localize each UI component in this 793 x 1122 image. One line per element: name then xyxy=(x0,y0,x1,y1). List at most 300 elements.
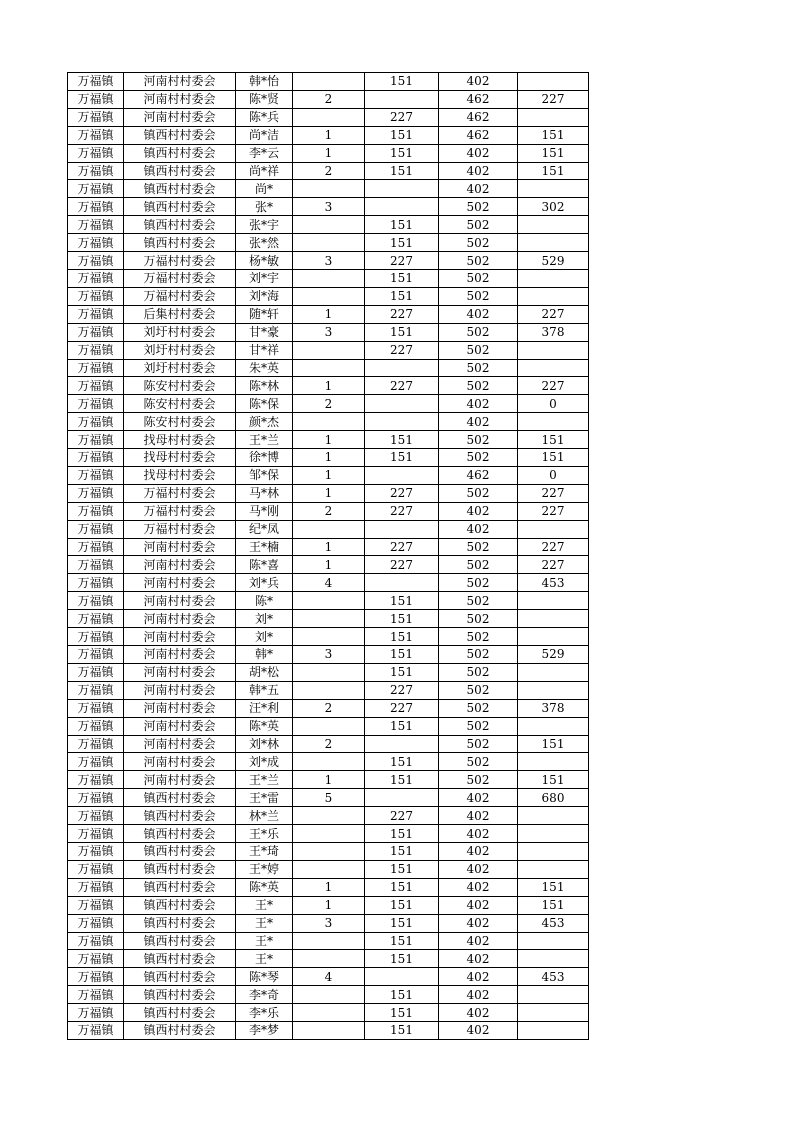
count-cell: 3 xyxy=(293,198,365,216)
amount-b-cell: 402 xyxy=(439,144,518,162)
village-cell: 万福村村委会 xyxy=(124,269,236,287)
village-cell: 刘圩村村委会 xyxy=(124,359,236,377)
village-cell: 万福村村委会 xyxy=(124,484,236,502)
count-cell xyxy=(293,413,365,431)
name-cell: 尚*洁 xyxy=(236,126,293,144)
village-cell: 镇西村村委会 xyxy=(124,878,236,896)
town-cell: 万福镇 xyxy=(68,735,124,753)
village-cell: 河南村村委会 xyxy=(124,538,236,556)
amount-c-cell: 151 xyxy=(518,735,589,753)
amount-b-cell: 402 xyxy=(439,395,518,413)
amount-a-cell: 151 xyxy=(365,825,439,843)
amount-b-cell: 502 xyxy=(439,216,518,234)
count-cell xyxy=(293,234,365,252)
amount-c-cell xyxy=(518,216,589,234)
amount-a-cell: 151 xyxy=(365,126,439,144)
table-row xyxy=(68,950,589,968)
amount-b-cell: 402 xyxy=(439,413,518,431)
town-cell: 万福镇 xyxy=(68,950,124,968)
town-cell: 万福镇 xyxy=(68,628,124,646)
amount-c-cell xyxy=(518,860,589,878)
count-cell: 5 xyxy=(293,789,365,807)
village-cell: 万福村村委会 xyxy=(124,502,236,520)
table-row xyxy=(68,610,589,628)
name-cell: 甘*豪 xyxy=(236,323,293,341)
amount-b-cell: 502 xyxy=(439,538,518,556)
count-cell xyxy=(293,753,365,771)
town-cell: 万福镇 xyxy=(68,1022,124,1040)
name-cell: 王*琦 xyxy=(236,842,293,860)
village-cell: 镇西村村委会 xyxy=(124,807,236,825)
count-cell: 1 xyxy=(293,305,365,323)
amount-a-cell: 151 xyxy=(365,162,439,180)
village-cell: 镇西村村委会 xyxy=(124,180,236,198)
village-cell: 万福村村委会 xyxy=(124,520,236,538)
name-cell: 汪*利 xyxy=(236,699,293,717)
town-cell: 万福镇 xyxy=(68,842,124,860)
amount-b-cell: 502 xyxy=(439,771,518,789)
count-cell xyxy=(293,932,365,950)
town-cell: 万福镇 xyxy=(68,753,124,771)
amount-c-cell: 151 xyxy=(518,878,589,896)
town-cell: 万福镇 xyxy=(68,1004,124,1022)
amount-b-cell: 502 xyxy=(439,484,518,502)
count-cell: 1 xyxy=(293,771,365,789)
village-cell: 河南村村委会 xyxy=(124,735,236,753)
amount-c-cell: 227 xyxy=(518,377,589,395)
table-row xyxy=(68,413,589,431)
count-cell xyxy=(293,681,365,699)
count-cell: 1 xyxy=(293,144,365,162)
town-cell: 万福镇 xyxy=(68,180,124,198)
village-cell: 镇西村村委会 xyxy=(124,126,236,144)
village-cell: 镇西村村委会 xyxy=(124,216,236,234)
town-cell: 万福镇 xyxy=(68,359,124,377)
amount-c-cell xyxy=(518,520,589,538)
table-row xyxy=(68,341,589,359)
amount-b-cell: 502 xyxy=(439,269,518,287)
village-cell: 河南村村委会 xyxy=(124,646,236,664)
town-cell: 万福镇 xyxy=(68,914,124,932)
name-cell: 王*楠 xyxy=(236,538,293,556)
table-row xyxy=(68,449,589,467)
count-cell: 1 xyxy=(293,466,365,484)
town-cell: 万福镇 xyxy=(68,466,124,484)
amount-c-cell xyxy=(518,807,589,825)
amount-b-cell: 402 xyxy=(439,825,518,843)
amount-c-cell: 302 xyxy=(518,198,589,216)
town-cell: 万福镇 xyxy=(68,377,124,395)
table-row xyxy=(68,699,589,717)
amount-b-cell: 402 xyxy=(439,162,518,180)
table-row xyxy=(68,574,589,592)
count-cell xyxy=(293,592,365,610)
amount-b-cell: 502 xyxy=(439,287,518,305)
amount-a-cell: 227 xyxy=(365,807,439,825)
amount-a-cell: 227 xyxy=(365,699,439,717)
amount-a-cell xyxy=(365,413,439,431)
count-cell xyxy=(293,717,365,735)
name-cell: 王*婷 xyxy=(236,860,293,878)
town-cell: 万福镇 xyxy=(68,269,124,287)
table-row xyxy=(68,914,589,932)
amount-b-cell: 502 xyxy=(439,252,518,270)
table-row xyxy=(68,377,589,395)
count-cell: 1 xyxy=(293,126,365,144)
table-row xyxy=(68,556,589,574)
amount-a-cell xyxy=(365,180,439,198)
amount-c-cell xyxy=(518,73,589,91)
count-cell: 3 xyxy=(293,323,365,341)
count-cell: 1 xyxy=(293,431,365,449)
amount-c-cell xyxy=(518,1022,589,1040)
count-cell xyxy=(293,860,365,878)
name-cell: 李*乐 xyxy=(236,1004,293,1022)
amount-a-cell: 151 xyxy=(365,914,439,932)
village-cell: 河南村村委会 xyxy=(124,108,236,126)
table-row xyxy=(68,216,589,234)
village-cell: 镇西村村委会 xyxy=(124,1022,236,1040)
table-row xyxy=(68,628,589,646)
table-row xyxy=(68,825,589,843)
town-cell: 万福镇 xyxy=(68,431,124,449)
amount-b-cell: 402 xyxy=(439,520,518,538)
village-cell: 镇西村村委会 xyxy=(124,1004,236,1022)
name-cell: 张*然 xyxy=(236,234,293,252)
name-cell: 朱*英 xyxy=(236,359,293,377)
table-row xyxy=(68,198,589,216)
amount-c-cell: 227 xyxy=(518,90,589,108)
amount-c-cell xyxy=(518,180,589,198)
village-cell: 镇西村村委会 xyxy=(124,198,236,216)
village-cell: 镇西村村委会 xyxy=(124,234,236,252)
amount-b-cell: 502 xyxy=(439,198,518,216)
town-cell: 万福镇 xyxy=(68,538,124,556)
count-cell xyxy=(293,520,365,538)
town-cell: 万福镇 xyxy=(68,484,124,502)
name-cell: 徐*博 xyxy=(236,449,293,467)
amount-b-cell: 462 xyxy=(439,466,518,484)
amount-c-cell: 227 xyxy=(518,484,589,502)
count-cell: 1 xyxy=(293,484,365,502)
amount-a-cell xyxy=(365,968,439,986)
amount-a-cell: 151 xyxy=(365,878,439,896)
name-cell: 王*雷 xyxy=(236,789,293,807)
amount-a-cell xyxy=(365,359,439,377)
name-cell: 刘*兵 xyxy=(236,574,293,592)
village-cell: 陈安村村委会 xyxy=(124,395,236,413)
amount-a-cell: 227 xyxy=(365,502,439,520)
amount-c-cell: 453 xyxy=(518,914,589,932)
amount-b-cell: 402 xyxy=(439,807,518,825)
amount-c-cell xyxy=(518,610,589,628)
town-cell: 万福镇 xyxy=(68,574,124,592)
count-cell: 2 xyxy=(293,90,365,108)
name-cell: 陈* xyxy=(236,592,293,610)
amount-c-cell xyxy=(518,753,589,771)
count-cell xyxy=(293,628,365,646)
amount-b-cell: 502 xyxy=(439,359,518,377)
amount-c-cell: 378 xyxy=(518,323,589,341)
table-row xyxy=(68,466,589,484)
table-row xyxy=(68,681,589,699)
count-cell xyxy=(293,1004,365,1022)
name-cell: 王* xyxy=(236,950,293,968)
village-cell: 镇西村村委会 xyxy=(124,144,236,162)
village-cell: 万福村村委会 xyxy=(124,287,236,305)
name-cell: 王* xyxy=(236,896,293,914)
count-cell xyxy=(293,73,365,91)
count-cell: 2 xyxy=(293,502,365,520)
amount-b-cell: 502 xyxy=(439,449,518,467)
table-row xyxy=(68,359,589,377)
table-row xyxy=(68,395,589,413)
amount-a-cell: 151 xyxy=(365,896,439,914)
amount-a-cell: 227 xyxy=(365,681,439,699)
table-row xyxy=(68,860,589,878)
amount-b-cell: 502 xyxy=(439,717,518,735)
table-row xyxy=(68,73,589,91)
amount-a-cell xyxy=(365,395,439,413)
table-row xyxy=(68,753,589,771)
table-row xyxy=(68,287,589,305)
amount-c-cell xyxy=(518,628,589,646)
amount-a-cell: 151 xyxy=(365,771,439,789)
village-cell: 镇西村村委会 xyxy=(124,932,236,950)
town-cell: 万福镇 xyxy=(68,395,124,413)
village-cell: 河南村村委会 xyxy=(124,592,236,610)
amount-c-cell xyxy=(518,932,589,950)
table-row xyxy=(68,108,589,126)
amount-c-cell: 151 xyxy=(518,449,589,467)
count-cell: 1 xyxy=(293,538,365,556)
amount-b-cell: 402 xyxy=(439,73,518,91)
name-cell: 刘*成 xyxy=(236,753,293,771)
count-cell: 1 xyxy=(293,878,365,896)
amount-a-cell: 227 xyxy=(365,305,439,323)
count-cell: 1 xyxy=(293,896,365,914)
amount-a-cell: 151 xyxy=(365,860,439,878)
name-cell: 陈*兵 xyxy=(236,108,293,126)
table-row xyxy=(68,932,589,950)
village-cell: 镇西村村委会 xyxy=(124,825,236,843)
count-cell xyxy=(293,180,365,198)
table-row xyxy=(68,90,589,108)
amount-a-cell: 151 xyxy=(365,753,439,771)
town-cell: 万福镇 xyxy=(68,825,124,843)
amount-b-cell: 462 xyxy=(439,108,518,126)
name-cell: 张* xyxy=(236,198,293,216)
amount-c-cell: 529 xyxy=(518,646,589,664)
amount-c-cell xyxy=(518,717,589,735)
table-row xyxy=(68,592,589,610)
amount-c-cell: 151 xyxy=(518,431,589,449)
amount-a-cell: 151 xyxy=(365,1022,439,1040)
amount-c-cell xyxy=(518,341,589,359)
name-cell: 随*轩 xyxy=(236,305,293,323)
name-cell: 甘*祥 xyxy=(236,341,293,359)
village-cell: 镇西村村委会 xyxy=(124,162,236,180)
amount-b-cell: 502 xyxy=(439,628,518,646)
village-cell: 镇西村村委会 xyxy=(124,896,236,914)
table-row xyxy=(68,234,589,252)
amount-c-cell: 151 xyxy=(518,896,589,914)
table-row xyxy=(68,431,589,449)
amount-a-cell: 151 xyxy=(365,431,439,449)
table-row xyxy=(68,717,589,735)
village-cell: 万福村村委会 xyxy=(124,252,236,270)
table-row xyxy=(68,807,589,825)
town-cell: 万福镇 xyxy=(68,807,124,825)
village-cell: 河南村村委会 xyxy=(124,717,236,735)
town-cell: 万福镇 xyxy=(68,287,124,305)
name-cell: 陈*保 xyxy=(236,395,293,413)
town-cell: 万福镇 xyxy=(68,90,124,108)
count-cell xyxy=(293,359,365,377)
amount-a-cell: 151 xyxy=(365,216,439,234)
town-cell: 万福镇 xyxy=(68,932,124,950)
amount-c-cell xyxy=(518,108,589,126)
amount-c-cell xyxy=(518,663,589,681)
town-cell: 万福镇 xyxy=(68,216,124,234)
village-cell: 镇西村村委会 xyxy=(124,986,236,1004)
amount-c-cell xyxy=(518,269,589,287)
name-cell: 陈*贤 xyxy=(236,90,293,108)
table-row xyxy=(68,252,589,270)
name-cell: 陈*英 xyxy=(236,717,293,735)
count-cell xyxy=(293,807,365,825)
table-row xyxy=(68,878,589,896)
village-cell: 找母村村委会 xyxy=(124,431,236,449)
amount-a-cell: 151 xyxy=(365,628,439,646)
table-row xyxy=(68,735,589,753)
amount-a-cell: 151 xyxy=(365,646,439,664)
amount-a-cell xyxy=(365,466,439,484)
amount-a-cell xyxy=(365,574,439,592)
village-cell: 刘圩村村委会 xyxy=(124,341,236,359)
name-cell: 陈*琴 xyxy=(236,968,293,986)
amount-a-cell: 151 xyxy=(365,950,439,968)
amount-a-cell: 151 xyxy=(365,932,439,950)
name-cell: 王* xyxy=(236,914,293,932)
village-cell: 镇西村村委会 xyxy=(124,914,236,932)
amount-a-cell: 151 xyxy=(365,986,439,1004)
town-cell: 万福镇 xyxy=(68,234,124,252)
table-row xyxy=(68,484,589,502)
town-cell: 万福镇 xyxy=(68,717,124,735)
town-cell: 万福镇 xyxy=(68,108,124,126)
amount-b-cell: 462 xyxy=(439,126,518,144)
count-cell xyxy=(293,287,365,305)
town-cell: 万福镇 xyxy=(68,144,124,162)
amount-a-cell: 151 xyxy=(365,592,439,610)
amount-c-cell: 453 xyxy=(518,574,589,592)
town-cell: 万福镇 xyxy=(68,73,124,91)
table-row xyxy=(68,1004,589,1022)
amount-a-cell: 151 xyxy=(365,287,439,305)
village-cell: 河南村村委会 xyxy=(124,753,236,771)
town-cell: 万福镇 xyxy=(68,126,124,144)
town-cell: 万福镇 xyxy=(68,520,124,538)
amount-a-cell: 151 xyxy=(365,663,439,681)
village-cell: 镇西村村委会 xyxy=(124,842,236,860)
town-cell: 万福镇 xyxy=(68,663,124,681)
amount-b-cell: 402 xyxy=(439,914,518,932)
village-cell: 河南村村委会 xyxy=(124,73,236,91)
amount-c-cell xyxy=(518,234,589,252)
table-row xyxy=(68,126,589,144)
amount-a-cell: 151 xyxy=(365,449,439,467)
amount-c-cell: 378 xyxy=(518,699,589,717)
amount-a-cell xyxy=(365,90,439,108)
name-cell: 王*兰 xyxy=(236,431,293,449)
amount-b-cell: 502 xyxy=(439,377,518,395)
amount-c-cell: 529 xyxy=(518,252,589,270)
amount-c-cell: 227 xyxy=(518,305,589,323)
village-cell: 河南村村委会 xyxy=(124,663,236,681)
amount-a-cell: 227 xyxy=(365,377,439,395)
amount-b-cell: 502 xyxy=(439,574,518,592)
name-cell: 刘*宇 xyxy=(236,269,293,287)
amount-b-cell: 402 xyxy=(439,502,518,520)
town-cell: 万福镇 xyxy=(68,449,124,467)
count-cell: 1 xyxy=(293,377,365,395)
amount-b-cell: 502 xyxy=(439,341,518,359)
amount-a-cell: 227 xyxy=(365,538,439,556)
amount-a-cell: 151 xyxy=(365,323,439,341)
table-row xyxy=(68,502,589,520)
name-cell: 尚* xyxy=(236,180,293,198)
count-cell: 3 xyxy=(293,646,365,664)
count-cell: 2 xyxy=(293,735,365,753)
name-cell: 王*兰 xyxy=(236,771,293,789)
amount-b-cell: 402 xyxy=(439,932,518,950)
amount-a-cell xyxy=(365,735,439,753)
table-row xyxy=(68,789,589,807)
table-row xyxy=(68,520,589,538)
amount-b-cell: 502 xyxy=(439,431,518,449)
name-cell: 杨*敏 xyxy=(236,252,293,270)
amount-b-cell: 402 xyxy=(439,842,518,860)
count-cell: 1 xyxy=(293,556,365,574)
name-cell: 刘* xyxy=(236,628,293,646)
name-cell: 王* xyxy=(236,932,293,950)
table-row xyxy=(68,269,589,287)
village-cell: 找母村村委会 xyxy=(124,449,236,467)
amount-c-cell xyxy=(518,592,589,610)
town-cell: 万福镇 xyxy=(68,198,124,216)
name-cell: 李*梦 xyxy=(236,1022,293,1040)
name-cell: 李*云 xyxy=(236,144,293,162)
count-cell xyxy=(293,986,365,1004)
count-cell xyxy=(293,663,365,681)
count-cell: 4 xyxy=(293,574,365,592)
village-cell: 河南村村委会 xyxy=(124,574,236,592)
amount-b-cell: 502 xyxy=(439,663,518,681)
amount-b-cell: 402 xyxy=(439,878,518,896)
town-cell: 万福镇 xyxy=(68,252,124,270)
amount-b-cell: 462 xyxy=(439,90,518,108)
village-cell: 河南村村委会 xyxy=(124,699,236,717)
table-row xyxy=(68,305,589,323)
village-cell: 找母村村委会 xyxy=(124,466,236,484)
amount-c-cell: 151 xyxy=(518,162,589,180)
amount-b-cell: 502 xyxy=(439,699,518,717)
count-cell: 2 xyxy=(293,162,365,180)
village-cell: 河南村村委会 xyxy=(124,681,236,699)
amount-c-cell xyxy=(518,825,589,843)
amount-b-cell: 502 xyxy=(439,610,518,628)
